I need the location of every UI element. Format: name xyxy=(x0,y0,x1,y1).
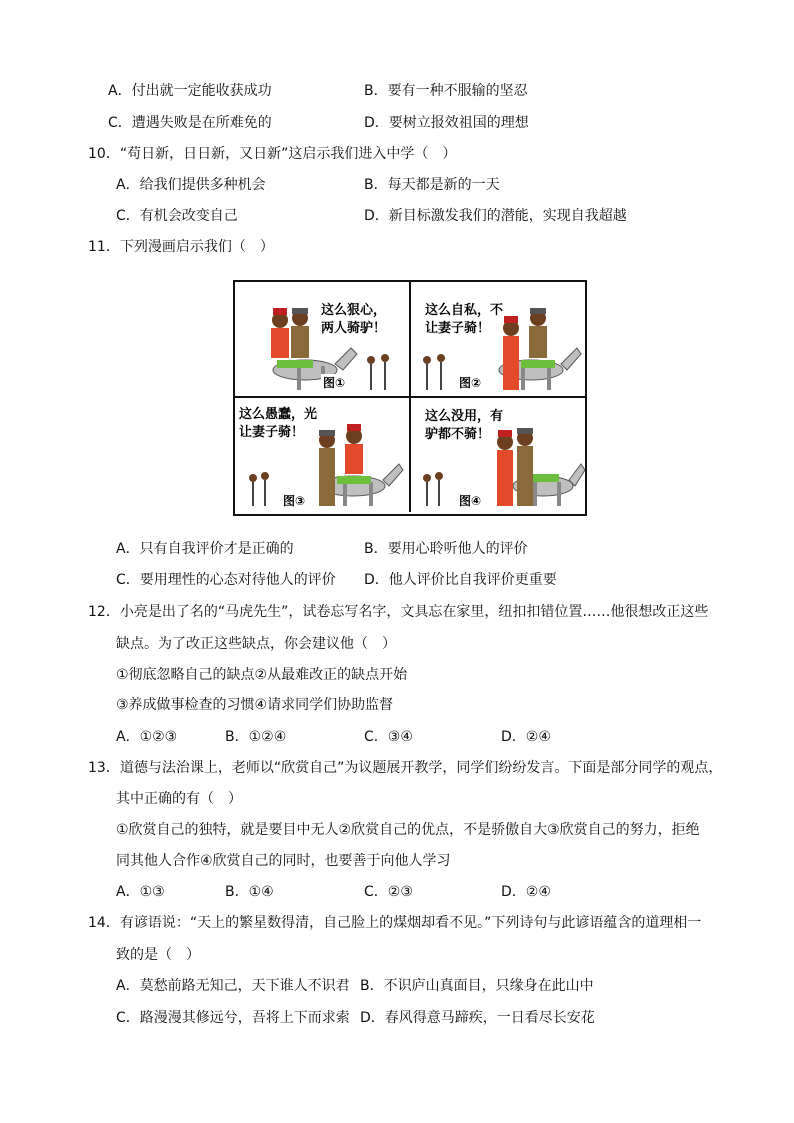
q12-items-line-1: ①彻底忽略自己的缺点②从最难改正的缺点开始 xyxy=(116,667,408,683)
q14-stem-line-2: 致的是（ ） xyxy=(116,947,200,963)
q12-stem-line-1: 12．小亮是出了名的“马虎先生”，试卷忘写名字，文具忘在家里，纽扣扣错位置……他很想改正这些 xyxy=(88,604,709,620)
speech-bubble-2: 这么自私，不 让妻子骑！ xyxy=(425,303,504,336)
donkey-walking-illustration xyxy=(411,398,585,512)
comic-panel-4 xyxy=(411,398,585,512)
q12-option-b: B．①②④ xyxy=(225,729,287,745)
q10-stem: 10．“苟日新，日日新，又日新”这启示我们进入中学（ ） xyxy=(88,146,457,162)
panel-label-2: 图② xyxy=(459,376,482,390)
q10-option-b: B．每天都是新的一天 xyxy=(364,177,500,193)
q11-stem: 11．下列漫画启示我们（ ） xyxy=(88,239,274,255)
donkey-wife-riding-illustration xyxy=(235,398,409,512)
comic-panel-2 xyxy=(411,282,585,398)
q9-option-d: D．要树立报效祖国的理想 xyxy=(364,115,529,131)
q14-option-a: A．莫愁前路无知己，天下谁人不识君 xyxy=(116,978,350,994)
q14-option-c: C．路漫漫其修远兮，吾将上下而求索 xyxy=(116,1010,350,1026)
q12-items-line-2: ③养成做事检查的习惯④请求同学们协助监督 xyxy=(116,697,394,713)
q14-option-d: D．春风得意马蹄疾，一日看尽长安花 xyxy=(360,1010,595,1026)
q13-stem-line-2: 其中正确的有（ ） xyxy=(116,791,242,807)
q9-option-a: A．付出就一定能收获成功 xyxy=(108,83,272,99)
q11-option-d: D．他人评价比自我评价更重要 xyxy=(364,572,557,588)
q11-option-a: A．只有自我评价才是正确的 xyxy=(116,541,294,557)
q9-option-c: C．遭遇失败是在所难免的 xyxy=(108,115,272,131)
q13-stem-line-1: 13．道德与法治课上，老师以“欣赏自己”为议题展开教学，同学们纷纷发言。下面是部分同学的观点， xyxy=(88,760,723,776)
q9-option-b: B．要有一种不服输的坚忍 xyxy=(364,83,528,99)
panel-label-4: 图④ xyxy=(459,494,482,508)
q12-option-a: A．①②③ xyxy=(116,729,178,745)
donkey-husband-riding-illustration xyxy=(411,282,585,396)
comic-panel-3 xyxy=(235,398,411,512)
speech-bubble-1: 这么狠心， 两人骑驴！ xyxy=(321,303,387,336)
q11-option-b: B．要用心聆听他人的评价 xyxy=(364,541,528,557)
q10-option-c: C．有机会改变自己 xyxy=(116,208,238,224)
q13-option-a: A．①③ xyxy=(116,884,165,900)
q13-option-c: C．②③ xyxy=(364,884,413,900)
q13-option-b: B．①④ xyxy=(225,884,274,900)
panel-label-1: 图① xyxy=(323,376,346,390)
comic-figure xyxy=(233,280,587,516)
q13-items-line-1: ①欣赏自己的独特，就是要目中无人②欣赏自己的优点，不是骄傲自大③欣赏自己的努力，拒绝 xyxy=(116,822,700,838)
q12-option-c: C．③④ xyxy=(364,729,413,745)
q14-stem-line-1: 14．有谚语说：“天上的繁星数得清，自己脸上的煤烟却看不见。”下列诗句与此谚语蕴含的道理相一 xyxy=(88,915,702,931)
q12-stem-line-2: 缺点。为了改正这些缺点，你会建议他（ ） xyxy=(116,636,396,652)
panel-label-3: 图③ xyxy=(283,494,306,508)
q13-option-d: D．②④ xyxy=(501,884,551,900)
q10-option-d: D．新目标激发我们的潜能，实现自我超越 xyxy=(364,208,627,224)
speech-bubble-4: 这么没用，有 驴都不骑！ xyxy=(425,409,504,442)
q11-option-c: C．要用理性的心态对待他人的评价 xyxy=(116,572,336,588)
q10-option-a: A．给我们提供多种机会 xyxy=(116,177,266,193)
q13-items-line-2: 同其他人合作④欣赏自己的同时，也要善于向他人学习 xyxy=(116,853,451,869)
speech-bubble-3: 这么愚蠢，光 让妻子骑！ xyxy=(239,407,318,440)
q12-option-d: D．②④ xyxy=(501,729,551,745)
q14-option-b: B．不识庐山真面目，只缘身在此山中 xyxy=(360,978,594,994)
comic-panel-1 xyxy=(235,282,411,398)
